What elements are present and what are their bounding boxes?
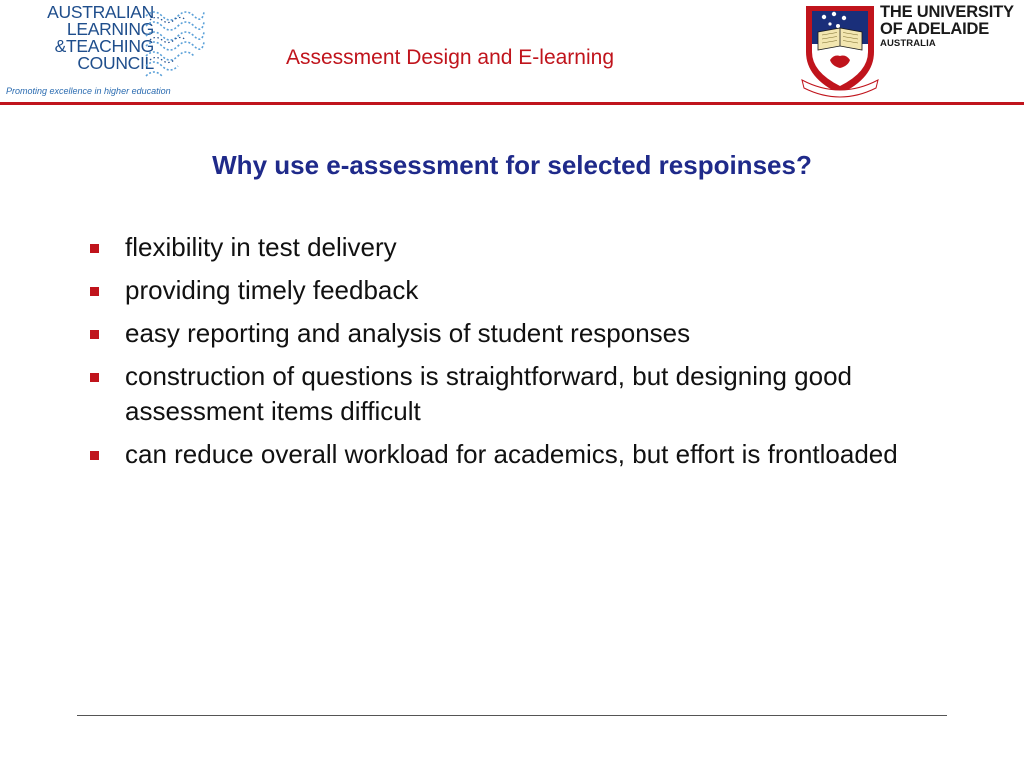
list-item (88, 359, 948, 429)
altc-logo (4, 4, 210, 98)
bullet-square-icon (90, 330, 99, 339)
bullet-list (88, 230, 948, 480)
bullet-text: flexibility in test delivery (125, 232, 397, 262)
header-divider (0, 102, 1024, 105)
list-item (88, 316, 948, 351)
bullet-text: providing timely feedback (125, 275, 419, 305)
altc-logo-line: COUNCIL (77, 53, 154, 73)
university-crest-icon (800, 2, 880, 98)
bullet-text: can reduce overall workload for academics, but effort is frontloaded (125, 439, 898, 469)
altc-logo-line: AUSTRALIAN (47, 2, 154, 22)
university-logo (800, 2, 1022, 98)
bullet-square-icon (90, 287, 99, 296)
altc-tagline: Promoting excellence in higher education (6, 86, 171, 96)
wave-pattern-icon (144, 6, 206, 82)
bullet-square-icon (90, 373, 99, 382)
bullet-text: easy reporting and analysis of student responses (125, 318, 691, 348)
university-country: AUSTRALIA (880, 38, 936, 49)
slide-heading: Why use e-assessment for selected respoinses? (212, 150, 812, 180)
university-name (880, 4, 1014, 50)
footer-divider (77, 715, 947, 716)
slide-header (0, 0, 1024, 104)
university-name-line-2: OF ADELAIDE (880, 20, 990, 38)
altc-logo-line: &TEACHING (54, 36, 154, 56)
bullet-square-icon (90, 451, 99, 460)
bullet-text: construction of questions is straightforward, but designing good assessment items difficult (125, 361, 852, 426)
list-item (88, 230, 948, 265)
bullet-square-icon (90, 244, 99, 253)
header-title: Assessment Design and E-learning (286, 46, 615, 69)
list-item (88, 273, 948, 308)
university-name-line-1: THE UNIVERSITY (880, 3, 1014, 21)
altc-logo-text (4, 4, 154, 72)
list-item (88, 437, 948, 472)
altc-logo-line: LEARNING (66, 19, 154, 39)
